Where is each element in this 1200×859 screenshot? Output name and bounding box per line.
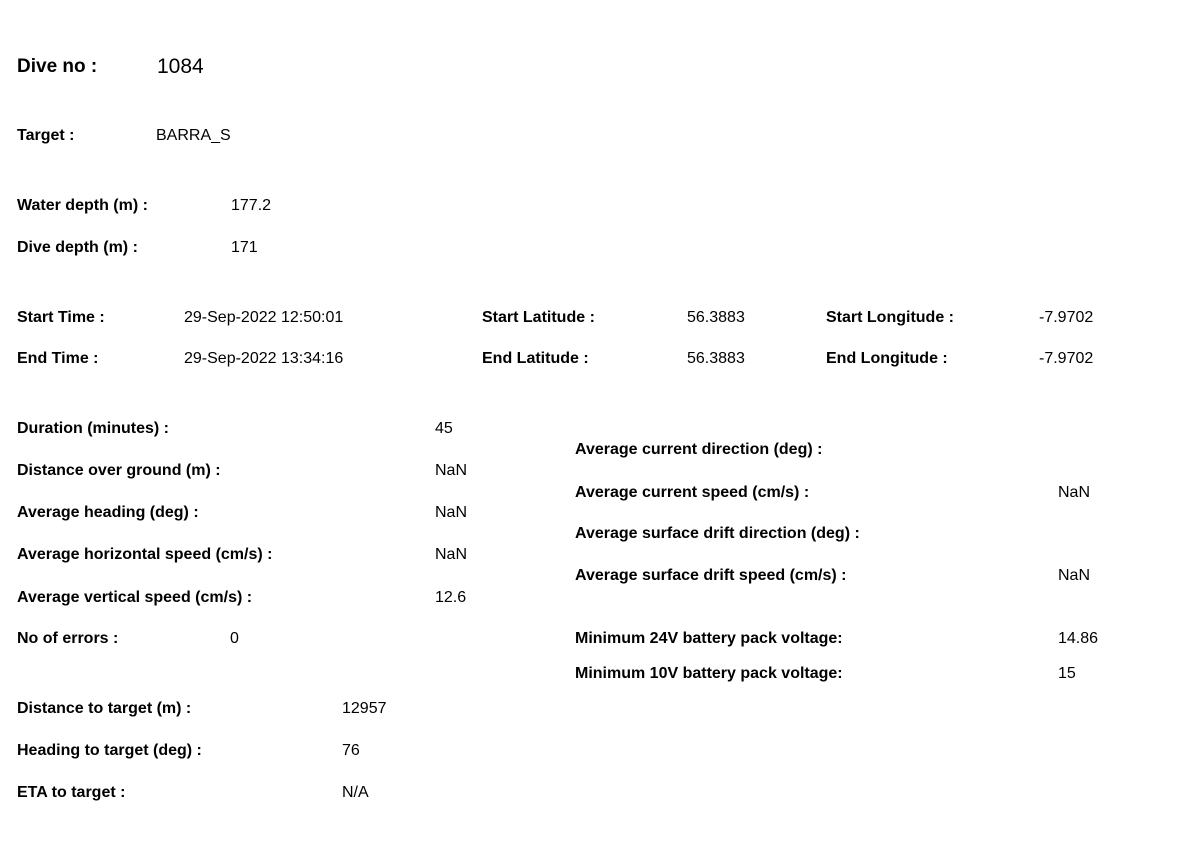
min-10v-battery-value: 15 — [1058, 665, 1076, 682]
avg-current-direction-label: Average current direction (deg) : — [575, 441, 823, 458]
min-24v-battery-label: Minimum 24V battery pack voltage: — [575, 630, 843, 647]
duration-value: 45 — [435, 420, 453, 437]
start-time-label: Start Time : — [17, 309, 105, 326]
end-latitude-label: End Latitude : — [482, 350, 589, 367]
min-24v-battery-value: 14.86 — [1058, 630, 1099, 647]
start-latitude-label: Start Latitude : — [482, 309, 595, 326]
heading-to-target-label: Heading to target (deg) : — [17, 742, 202, 759]
target-value: BARRA_S — [156, 127, 231, 144]
distance-to-target-label: Distance to target (m) : — [17, 700, 192, 717]
end-longitude-label: End Longitude : — [826, 350, 948, 367]
avg-vertical-speed-label: Average vertical speed (cm/s) : — [17, 589, 253, 606]
avg-surface-drift-speed-value: NaN — [1058, 567, 1091, 584]
dive-no-value: 1084 — [157, 55, 204, 78]
heading-to-target-value: 76 — [342, 742, 360, 759]
avg-heading-value: NaN — [435, 504, 468, 521]
dive-depth-label: Dive depth (m) : — [17, 239, 138, 256]
start-time-value: 29-Sep-2022 12:50:01 — [184, 309, 344, 326]
avg-current-speed-value: NaN — [1058, 484, 1091, 501]
end-latitude-value: 56.3883 — [687, 350, 745, 367]
start-longitude-label: Start Longitude : — [826, 309, 954, 326]
min-10v-battery-label: Minimum 10V battery pack voltage: — [575, 665, 843, 682]
duration-label: Duration (minutes) : — [17, 420, 169, 437]
water-depth-label: Water depth (m) : — [17, 197, 148, 214]
avg-surface-drift-direction-label: Average surface drift direction (deg) : — [575, 525, 860, 542]
avg-surface-drift-speed-label: Average surface drift speed (cm/s) : — [575, 567, 847, 584]
avg-vertical-speed-value: 12.6 — [435, 589, 467, 606]
distance-to-target-value: 12957 — [342, 700, 387, 717]
eta-to-target-label: ETA to target : — [17, 784, 126, 801]
avg-current-speed-label: Average current speed (cm/s) : — [575, 484, 810, 501]
eta-to-target-value: N/A — [342, 784, 369, 801]
avg-horizontal-speed-value: NaN — [435, 546, 468, 563]
dive-no-label: Dive no : — [17, 56, 98, 77]
end-time-label: End Time : — [17, 350, 99, 367]
dive-depth-value: 171 — [231, 239, 258, 256]
distance-over-ground-value: NaN — [435, 462, 468, 479]
end-longitude-value: -7.9702 — [1039, 350, 1094, 367]
errors-label: No of errors : — [17, 630, 119, 647]
avg-horizontal-speed-label: Average horizontal speed (cm/s) : — [17, 546, 273, 563]
target-label: Target : — [17, 127, 75, 144]
distance-over-ground-label: Distance over ground (m) : — [17, 462, 221, 479]
avg-heading-label: Average heading (deg) : — [17, 504, 199, 521]
start-longitude-value: -7.9702 — [1039, 309, 1094, 326]
water-depth-value: 177.2 — [231, 197, 272, 214]
errors-value: 0 — [230, 630, 239, 647]
start-latitude-value: 56.3883 — [687, 309, 745, 326]
end-time-value: 29-Sep-2022 13:34:16 — [184, 350, 344, 367]
